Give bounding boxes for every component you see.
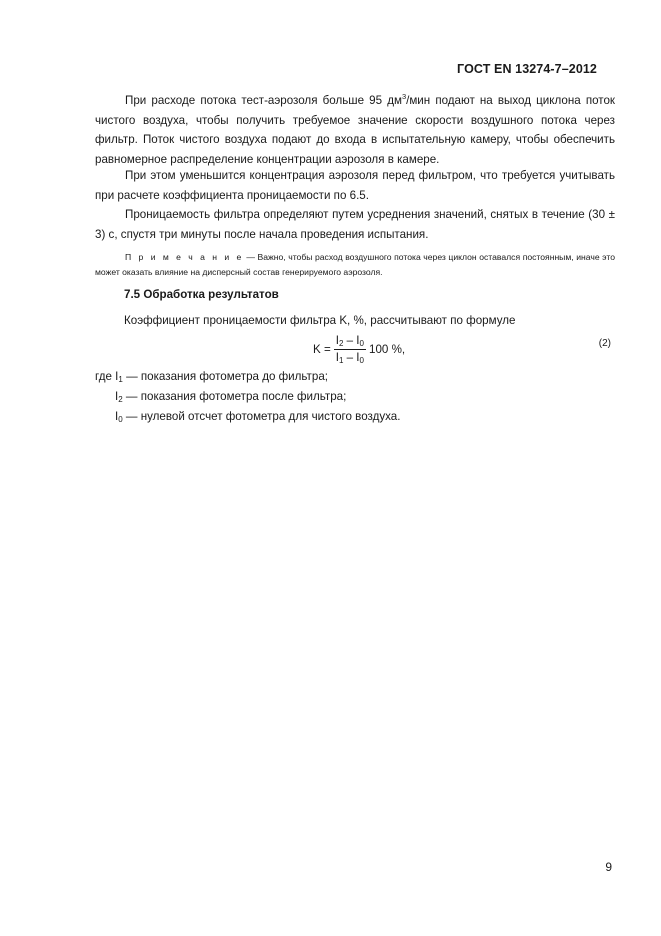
- paragraph-1-part-b: /мин подают на выход циклона поток чистого воздуха, чтобы получить требуемое значение скорости воздушного потока через фильтр. Поток чистого воздуха подают до входа в испытательную камеру, чтобы обеспечить равномерное распределение концентрации аэрозоля в камере.: [95, 93, 615, 166]
- section-title: 7.5 Обработка результатов: [124, 288, 279, 301]
- formula-numerator: $I_2 - I_0$: [335, 334, 364, 348]
- formula-lhs: K =: [313, 343, 331, 356]
- paragraph-1: [95, 87, 615, 170]
- paragraph-3: Проницаемость фильтра определяют путем усреднения значений, снятых в течение (30 ± 3) с, спустя три минуты после начала проведения испытания.: [95, 208, 615, 241]
- note-label: П р и м е ч а н и е: [125, 252, 244, 262]
- paragraph-2: При этом уменьшится концентрация аэрозоля перед фильтром, что требуется учитывать при расчете коэффициента проницаемости по 6.5.: [95, 169, 615, 202]
- where-line-1: где $I_1$ — показания фотометра до фильтра;: [95, 370, 328, 384]
- formula-fraction: [334, 334, 366, 365]
- superscript-3: 3: [401, 92, 407, 101]
- where-line-3: $I_0$ — нулевой отсчет фотометра для чистого воздуха.: [115, 410, 401, 424]
- paragraph-1-part-a: При расходе потока тест-аэрозоля больше 95 дм: [125, 93, 402, 107]
- formula-denominator: $I_1 - I_0$: [335, 351, 364, 365]
- note-text: — Важно, чтобы расход воздушного потока через циклон оставался постоянным, иначе это может оказать влияние на дисперсный состав генерируемого аэрозоля.: [95, 252, 616, 277]
- formula-rhs: 100 %,: [369, 343, 406, 356]
- where-line-2: $I_2$ — показания фотометра после фильтра;: [115, 390, 347, 404]
- note: [95, 250, 615, 280]
- page-number: 9: [605, 860, 612, 874]
- equation-number: (2): [598, 338, 611, 349]
- formula: [313, 334, 405, 365]
- document-code: ГОСТ EN 13274-7–2012: [457, 62, 597, 76]
- formula-intro: Коэффициент проницаемости фильтра K, %, рассчитывают по формуле: [124, 314, 516, 327]
